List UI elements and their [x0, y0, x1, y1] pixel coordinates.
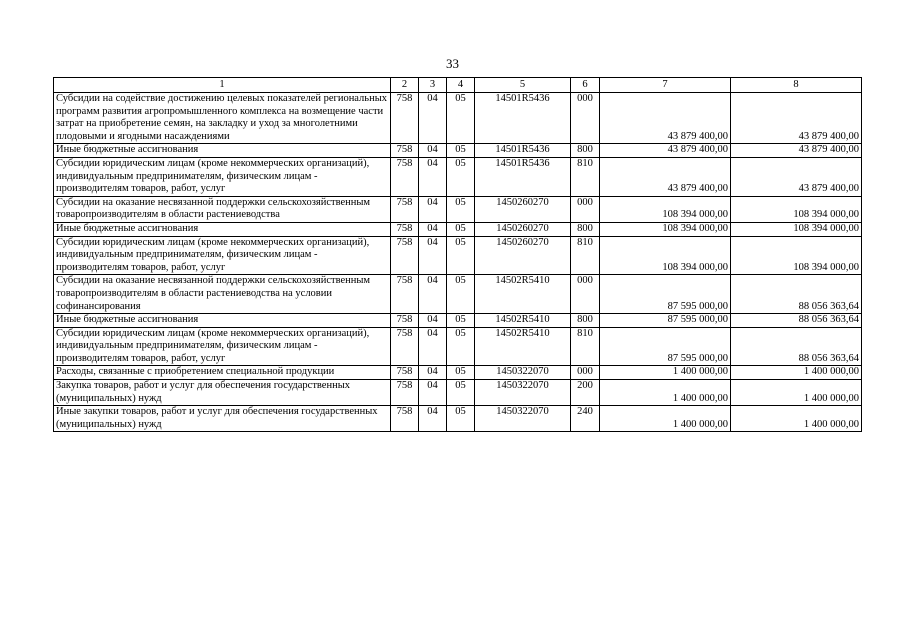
- table-row: [54, 236, 862, 275]
- target-article-cell: 1450260270: [475, 196, 571, 222]
- column-header: 2: [391, 78, 419, 93]
- amount-col7-cell: 87 595 000,00: [600, 327, 731, 366]
- section-code-cell: 04: [419, 406, 447, 432]
- subsection-code-cell: 05: [447, 314, 475, 328]
- column-header: 4: [447, 78, 475, 93]
- table-row: [54, 380, 862, 406]
- ministry-code-cell: 758: [391, 236, 419, 275]
- table-row: [54, 314, 862, 328]
- section-code-cell: 04: [419, 196, 447, 222]
- amount-col7-cell: 1 400 000,00: [600, 366, 731, 380]
- section-code-cell: 04: [419, 327, 447, 366]
- section-code-cell: 04: [419, 314, 447, 328]
- ministry-code-cell: 758: [391, 222, 419, 236]
- subsection-code-cell: 05: [447, 406, 475, 432]
- row-description-cell: Субсидии на содействие достижению целевых показателей региональных программ развития агропромышленного комплекса на возмещение части затрат на приобретение семян, на закладку и уход за многолетними плодовыми и ягодными насаждениями: [54, 93, 391, 144]
- amount-col7-cell: 108 394 000,00: [600, 236, 731, 275]
- ministry-code-cell: 758: [391, 196, 419, 222]
- table-row: [54, 196, 862, 222]
- amount-col8-cell: 1 400 000,00: [731, 366, 862, 380]
- target-article-cell: 1450322070: [475, 380, 571, 406]
- amount-col7-cell: 108 394 000,00: [600, 196, 731, 222]
- table-row: [54, 327, 862, 366]
- subsection-code-cell: 05: [447, 157, 475, 196]
- target-article-cell: 14501R5436: [475, 157, 571, 196]
- row-description-cell: Иные бюджетные ассигнования: [54, 314, 391, 328]
- ministry-code-cell: 758: [391, 144, 419, 158]
- amount-col8-cell: 43 879 400,00: [731, 144, 862, 158]
- subsection-code-cell: 05: [447, 366, 475, 380]
- row-description-cell: Иные закупки товаров, работ и услуг для обеспечения государственных (муниципальных) нужд: [54, 406, 391, 432]
- subsection-code-cell: 05: [447, 380, 475, 406]
- section-code-cell: 04: [419, 380, 447, 406]
- column-header: 5: [475, 78, 571, 93]
- row-description-cell: Иные бюджетные ассигнования: [54, 222, 391, 236]
- section-code-cell: 04: [419, 157, 447, 196]
- column-header: 1: [54, 78, 391, 93]
- table-row: [54, 93, 862, 144]
- expense-type-cell: 000: [571, 275, 600, 314]
- amount-col7-cell: 87 595 000,00: [600, 275, 731, 314]
- section-code-cell: 04: [419, 93, 447, 144]
- amount-col7-cell: 1 400 000,00: [600, 380, 731, 406]
- expense-type-cell: 000: [571, 196, 600, 222]
- amount-col7-cell: 43 879 400,00: [600, 157, 731, 196]
- expense-type-cell: 810: [571, 236, 600, 275]
- subsection-code-cell: 05: [447, 93, 475, 144]
- section-code-cell: 04: [419, 236, 447, 275]
- expense-type-cell: 800: [571, 314, 600, 328]
- row-description-cell: Расходы, связанные с приобретением специальной продукции: [54, 366, 391, 380]
- amount-col7-cell: 1 400 000,00: [600, 406, 731, 432]
- amount-col8-cell: 108 394 000,00: [731, 236, 862, 275]
- table-row: [54, 366, 862, 380]
- amount-col8-cell: 108 394 000,00: [731, 196, 862, 222]
- section-code-cell: 04: [419, 222, 447, 236]
- amount-col8-cell: 88 056 363,64: [731, 275, 862, 314]
- amount-col8-cell: 1 400 000,00: [731, 406, 862, 432]
- target-article-cell: 14502R5410: [475, 314, 571, 328]
- table-row: [54, 222, 862, 236]
- target-article-cell: 1450260270: [475, 222, 571, 236]
- ministry-code-cell: 758: [391, 380, 419, 406]
- amount-col8-cell: 108 394 000,00: [731, 222, 862, 236]
- subsection-code-cell: 05: [447, 196, 475, 222]
- target-article-cell: 14502R5410: [475, 275, 571, 314]
- ministry-code-cell: 758: [391, 327, 419, 366]
- section-code-cell: 04: [419, 366, 447, 380]
- table-row: [54, 275, 862, 314]
- target-article-cell: 14501R5436: [475, 93, 571, 144]
- amount-col8-cell: 43 879 400,00: [731, 157, 862, 196]
- row-description-cell: Субсидии юридическим лицам (кроме некоммерческих организаций), индивидуальным предпринимателям, физическим лицам - производителям товаров, работ, услуг: [54, 327, 391, 366]
- section-code-cell: 04: [419, 144, 447, 158]
- expense-type-cell: 000: [571, 93, 600, 144]
- table-body: [54, 78, 862, 432]
- table-row: [54, 406, 862, 432]
- ministry-code-cell: 758: [391, 406, 419, 432]
- table-row: [54, 157, 862, 196]
- column-header: 7: [600, 78, 731, 93]
- column-header: 6: [571, 78, 600, 93]
- expense-type-cell: 810: [571, 157, 600, 196]
- ministry-code-cell: 758: [391, 275, 419, 314]
- expense-type-cell: 800: [571, 144, 600, 158]
- page-number: 33: [446, 56, 459, 71]
- expense-type-cell: 800: [571, 222, 600, 236]
- target-article-cell: 1450322070: [475, 406, 571, 432]
- subsection-code-cell: 05: [447, 275, 475, 314]
- target-article-cell: 14501R5436: [475, 144, 571, 158]
- table-row: [54, 144, 862, 158]
- subsection-code-cell: 05: [447, 327, 475, 366]
- expense-type-cell: 240: [571, 406, 600, 432]
- row-description-cell: Субсидии на оказание несвязанной поддержки сельскохозяйственным товаропроизводителям в области растениеводства: [54, 196, 391, 222]
- subsection-code-cell: 05: [447, 222, 475, 236]
- amount-col8-cell: 1 400 000,00: [731, 380, 862, 406]
- amount-col7-cell: 43 879 400,00: [600, 93, 731, 144]
- expense-type-cell: 810: [571, 327, 600, 366]
- amount-col7-cell: 87 595 000,00: [600, 314, 731, 328]
- row-description-cell: Иные бюджетные ассигнования: [54, 144, 391, 158]
- amount-col8-cell: 88 056 363,64: [731, 314, 862, 328]
- row-description-cell: Субсидии юридическим лицам (кроме некоммерческих организаций), индивидуальным предпринимателям, физическим лицам - производителям товаров, работ, услуг: [54, 157, 391, 196]
- budget-table: [53, 77, 862, 432]
- column-header: 3: [419, 78, 447, 93]
- ministry-code-cell: 758: [391, 93, 419, 144]
- expense-type-cell: 200: [571, 380, 600, 406]
- section-code-cell: 04: [419, 275, 447, 314]
- amount-col7-cell: 108 394 000,00: [600, 222, 731, 236]
- target-article-cell: 14502R5410: [475, 327, 571, 366]
- target-article-cell: 1450260270: [475, 236, 571, 275]
- target-article-cell: 1450322070: [475, 366, 571, 380]
- ministry-code-cell: 758: [391, 314, 419, 328]
- amount-col8-cell: 43 879 400,00: [731, 93, 862, 144]
- subsection-code-cell: 05: [447, 236, 475, 275]
- amount-col7-cell: 43 879 400,00: [600, 144, 731, 158]
- column-header: 8: [731, 78, 862, 93]
- row-description-cell: Субсидии на оказание несвязанной поддержки сельскохозяйственным товаропроизводителям в области растениеводства на условии софинансирования: [54, 275, 391, 314]
- subsection-code-cell: 05: [447, 144, 475, 158]
- amount-col8-cell: 88 056 363,64: [731, 327, 862, 366]
- expense-type-cell: 000: [571, 366, 600, 380]
- header-row: [54, 78, 862, 93]
- row-description-cell: Закупка товаров, работ и услуг для обеспечения государственных (муниципальных) нужд: [54, 380, 391, 406]
- row-description-cell: Субсидии юридическим лицам (кроме некоммерческих организаций), индивидуальным предпринимателям, физическим лицам - производителям товаров, работ, услуг: [54, 236, 391, 275]
- ministry-code-cell: 758: [391, 157, 419, 196]
- ministry-code-cell: 758: [391, 366, 419, 380]
